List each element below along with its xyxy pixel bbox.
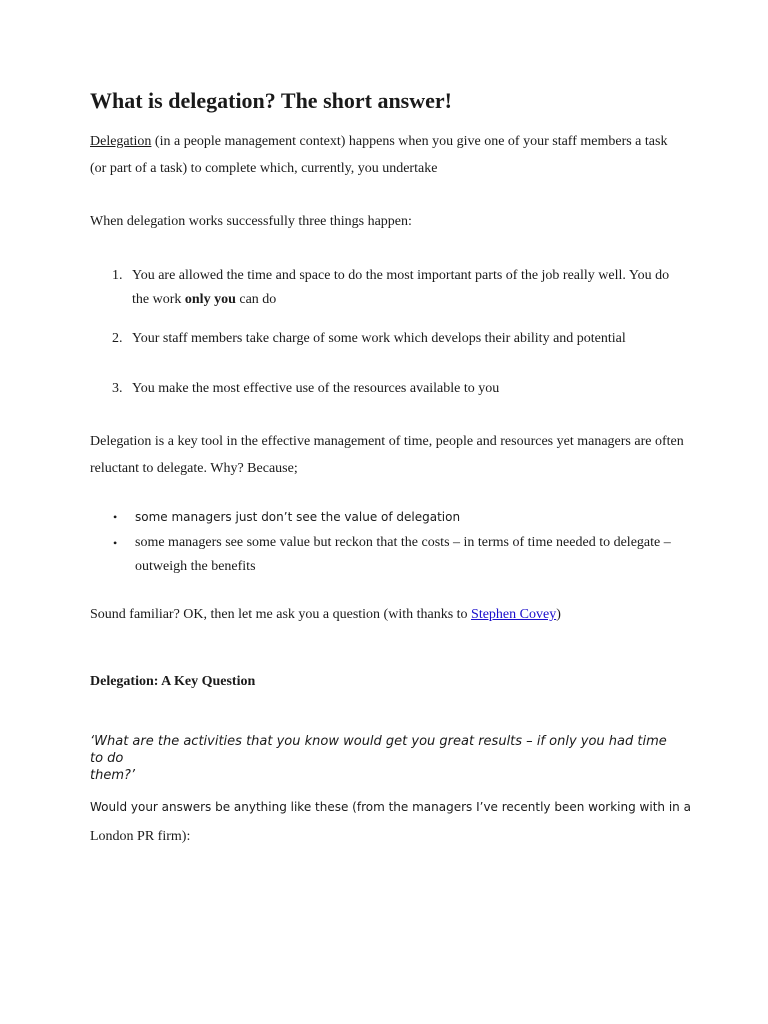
success-lead-text: When delegation works successfully three things happen: [90, 214, 412, 229]
list-item-line2-post: can do [235, 292, 277, 307]
numbered-item-3 [90, 377, 700, 401]
familiar-close: ) [556, 607, 561, 622]
list-item-line1: You are allowed the time and space to do the most important parts of the job really well. You do [132, 268, 670, 283]
key-tool-paragraph [90, 428, 700, 482]
quote-line1: ‘What are the activities that you know would get you great results – if only you had time to do [90, 734, 667, 766]
key-tool-line1: Delegation is a key tool in the effective management of time, people and resources yet managers are often [90, 434, 684, 449]
numbered-item-1 [90, 264, 700, 314]
list-item-text: Your staff members take charge of some work which develops their ability and potential [132, 331, 626, 346]
list-number: 1. [112, 268, 123, 283]
answers-paragraph [90, 793, 700, 851]
familiar-text: Sound familiar? OK, then let me ask you a question (with thanks to [90, 607, 472, 622]
emphasis-only-you: only you [184, 292, 236, 307]
answers-line1: Would your answers be anything like these (from the managers I’ve recently been working with in a [90, 800, 691, 814]
answers-line2: London PR firm): [90, 829, 191, 844]
bullet-text: some managers just don’t see the value of delegation [135, 510, 461, 524]
section-heading: Delegation: A Key Question [90, 674, 256, 689]
key-tool-line2: reluctant to delegate. Why? Because; [90, 461, 298, 476]
quote-line2: them?’ [90, 768, 136, 783]
bullet-item-2 [90, 531, 700, 579]
bullet-text [135, 531, 695, 555]
page-title: What is delegation? The short answer! [90, 88, 452, 113]
list-number: 3. [112, 381, 123, 396]
list-item-line2-pre: the work [132, 292, 185, 307]
stephen-covey-link[interactable]: Stephen Covey [471, 607, 557, 622]
list-item-text: You make the most effective use of the resources available to you [132, 381, 500, 396]
list-number: 2. [112, 331, 123, 346]
intro-line1-text: (in a people management context) happens when you give one of your staff members a task [151, 134, 668, 149]
bullet-line1: some managers see some value but reckon that the costs – in terms of time needed to delegate – [135, 535, 671, 550]
list-item-text [132, 264, 692, 312]
intro-paragraph [90, 128, 700, 182]
intro-line2-text: (or part of a task) to complete which, currently, you undertake [90, 161, 438, 176]
familiar-paragraph [90, 601, 700, 628]
bullet-dot: • [113, 536, 118, 550]
bullet-item-1 [90, 505, 700, 529]
key-question-quote [90, 733, 680, 784]
bullet-dot: • [113, 510, 118, 524]
bullet-line2: outweigh the benefits [135, 559, 256, 574]
delegation-term: Delegation [90, 134, 152, 149]
numbered-item-2 [90, 327, 700, 351]
